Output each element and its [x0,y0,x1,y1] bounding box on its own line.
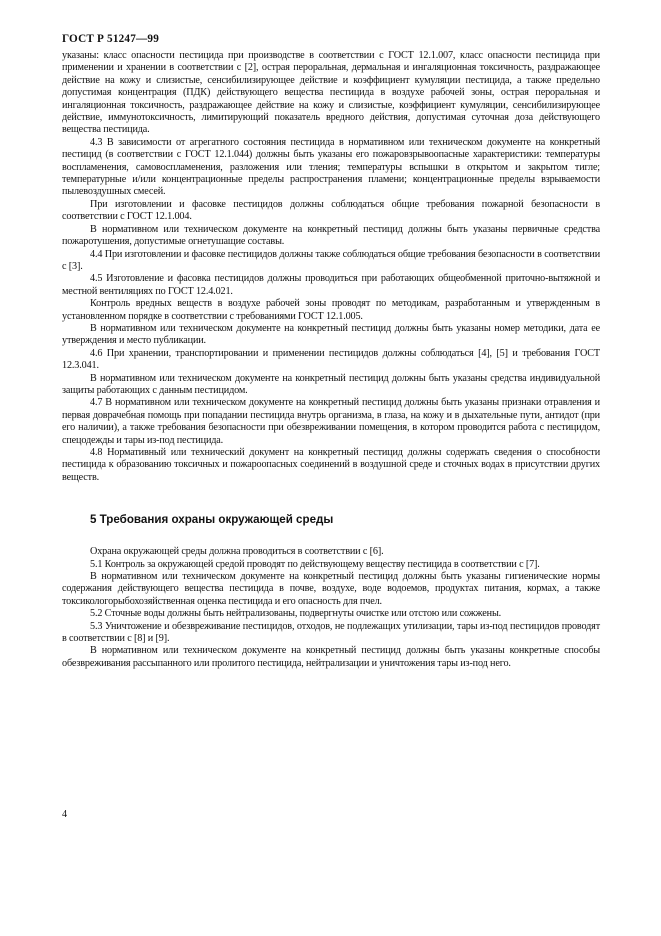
paragraph: 4.8 Нормативный или технический документ на конкретный пестицид должны содержать сведения о способности пестицида к образованию токсичных и пожароопасных соединений в воздушной среде и сточных водах в присутствии других веществ. [62,447,600,483]
paragraph: 4.7 В нормативном или техническом документе на конкретный пестицид должны быть указаны признаки отравления и первая доврачебная помощь при попадании пестицида внутрь организма, в глаза, на кожу и в дыхательные пути, антидот (при его наличии), а также требования безопасности при обезвреживании помещения, в котором проводится работа с пестицидом, спецодежды и тары из-под пестицида. [62,397,600,446]
page-number: 4 [62,809,68,820]
paragraph: 5.1 Контроль за окружающей средой проводят по действующему веществу пестицида в соответствии с [7]. [90,558,540,570]
paragraph: Охрана окружающей среды должна проводиться в соответствии с [6]. [90,546,384,558]
paragraph: В нормативном или техническом документе на конкретный пестицид должны быть указаны гигиенические нормы содержания действующего вещества пестицида в почве, воздухе, воде водоемов, продуктах питания, кормах, а также токсикологорыбохозяйственная оценка пестицида и его опасность для пчел. [62,571,600,607]
paragraph: 4.5 Изготовление и фасовка пестицидов должны проводиться при работающих общеобменной приточно-вытяжной и местной вентиляциях по ГОСТ 12.4.021. [62,273,600,297]
paragraph: Контроль вредных веществ в воздухе рабочей зоны проводят по методикам, разработанным и утвержденным в установленном порядке в соответствии с требованиями ГОСТ 12.1.005. [62,298,600,322]
paragraph: 4.3 В зависимости от агрегатного состояния пестицида в нормативном или техническом документе на конкретный пестицид (в соответствии с ГОСТ 12.1.044) должны быть указаны его пожаровзрывоопасные характеристики: температуры воспламенения, самовоспламенения, разложения или тления; температуры вспышки в открытом и закрытом тигле; температурные и/или концентрационные пределы распространения пламени; концентрационные пределы взрываемости пылевоздушных смесей. [62,136,600,198]
paragraph: 5.2 Сточные воды должны быть нейтрализованы, подвергнуты очистке или отстою или сожжены. [90,608,502,620]
paragraph: В нормативном или техническом документе на конкретный пестицид должны быть указаны номер методики, дата ее утверждения и место публикации. [62,322,600,347]
paragraph: 4.4 При изготовлении и фасовке пестицидов должны также соблюдаться общие требования безопасности в соответствии с [3]. [62,248,600,272]
paragraph: указаны: класс опасности пестицида при производстве в соответствии с ГОСТ 12.1.007, класс опасности пестицида при применении и хранении в соответствии с [2], острая пероральная, дермальная и ингаляционная токсичность, раздражающее действие на кожу и слизистые, сенсибилизирующее действие и коэффициент кумуляции пестицида, а также предельно допустимая концентрация (ПДК) действующего вещества пестицида в воздухе рабочей зоны, острая пероральная и ингаляционная токсичность, раздражающее действие на кожу и слизистые, коэффициент кумуляции, сенсибилизирующее действие, иммунотоксичность, лимитирующий показатель вредного действия, допустимая суточная доза действующего вещества пестицида. [62,50,600,136]
section-heading: 5 Требования охраны окружающей среды [90,513,334,527]
page-content [62,50,600,670]
paragraph: В нормативном или техническом документе на конкретный пестицид должны быть указаны первичные средства пожаротушения, допустимые огнетушащие составы. [62,223,600,248]
document-header: ГОСТ Р 51247—99 [62,33,159,45]
paragraph: При изготовлении и фасовке пестицидов должны соблюдаться общие требования пожарной безопасности в соответствии с ГОСТ 12.1.004. [62,198,600,223]
paragraph: 5.3 Уничтожение и обезвреживание пестицидов, отходов, не подлежащих утилизации, тары из-под пестицидов проводят в соответствии с [8] и [9]. [62,620,600,645]
paragraph: В нормативном или техническом документе на конкретный пестицид должны быть указаны конкретные способы обезвреживания рассыпанного или пролитого пестицида, нейтрализации и уничтожения тары из-под него. [62,645,600,669]
paragraph: 4.6 При хранении, транспортировании и применении пестицидов должны соблюдаться [4], [5] и требования ГОСТ 12.3.041. [62,347,600,372]
paragraph: В нормативном или техническом документе на конкретный пестицид должны быть указаны средства индивидуальной защиты работающих с данным пестицидом. [62,372,600,396]
